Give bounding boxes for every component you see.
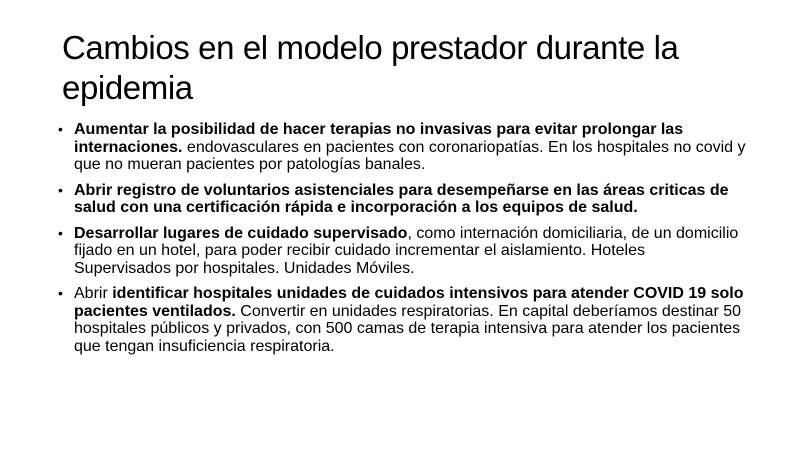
- bullet-3-bold: Desarrollar lugares de cuidado supervisado: [74, 224, 408, 242]
- bullet-1-bold: Aumentar la posibilidad de hacer terapias no invasivas para evitar prolongar las internaciones.: [74, 121, 684, 156]
- bullet-1-text: endovasculares en pacientes con coronariopatías. En los hospitales no covid y que no mueran pacientes por patologías banales.: [74, 138, 746, 173]
- bullet-3-text: , como internación domiciliaria, de un domicilio fijado en un hotel, para poder recibir cuidado incrementar el aislamiento. Hoteles Supervisados por hospitales. Unidades Móviles.: [74, 224, 739, 277]
- bullet-4-bold: identificar hospitales unidades de cuidados intensivos para atender COVID 19 solo pacientes ventilados.: [74, 285, 744, 320]
- bullet-item-3: [56, 225, 746, 278]
- bullet-item-4: [56, 285, 746, 355]
- bullet-dot-icon: •: [58, 224, 63, 241]
- bullet-item-1: [56, 121, 746, 174]
- bullet-2-bold: Abrir registro de voluntarios asistenciales para desempeñarse en las áreas criticas de salud con una certificación rápida e incorporación a los equipos de salud.: [74, 181, 729, 216]
- bullet-4-text: Convertir en unidades respiratorias. En capital deberíamos destinar 50 hospitales públicos y privados, con 500 camas de terapia intensiva para atender los pacientes que tengan insuficiencia respiratoria.: [74, 302, 742, 355]
- bullet-4-lead: Abrir: [74, 285, 113, 302]
- bullet-dot-icon: •: [58, 285, 63, 301]
- bullet-dot-icon: •: [58, 121, 63, 137]
- bullet-item-2: [56, 182, 746, 217]
- bullet-dot-icon: •: [58, 181, 63, 198]
- slide-title: Cambios en el modelo prestador durante la epidemia: [62, 29, 679, 106]
- bullet-list: [56, 121, 746, 363]
